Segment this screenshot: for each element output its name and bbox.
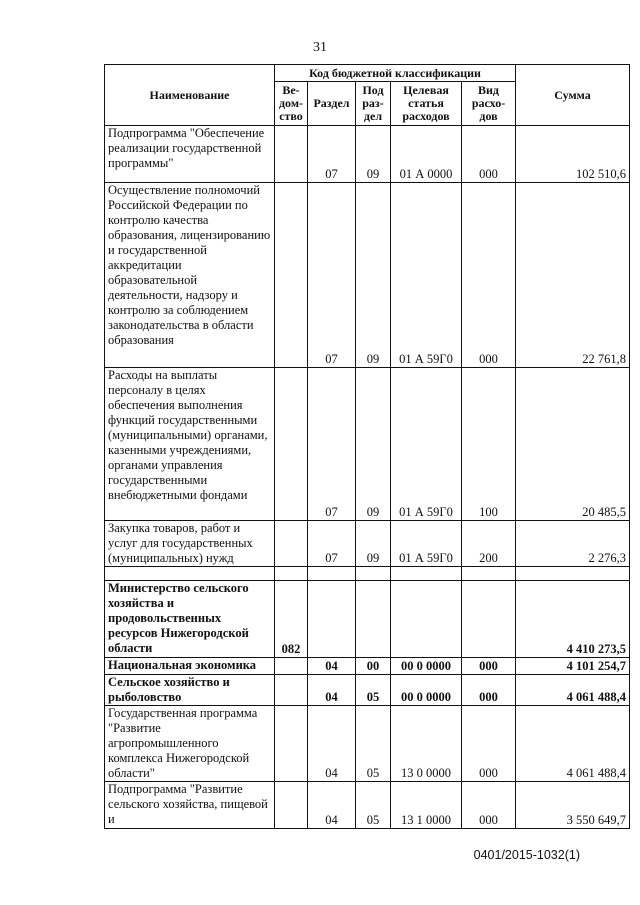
row-vedomstvo-cell xyxy=(275,658,308,675)
table-row xyxy=(105,782,630,829)
row-razdel-cell: 07 xyxy=(308,521,356,567)
row-razdel-cell: 07 xyxy=(308,368,356,521)
table-row xyxy=(105,126,630,183)
header-sum: Сумма xyxy=(516,65,630,126)
table-row xyxy=(105,521,630,567)
table-row xyxy=(105,581,630,658)
empty-cell xyxy=(356,567,391,581)
row-target-article-cell: 00 0 0000 xyxy=(391,675,462,706)
empty-cell xyxy=(391,567,462,581)
row-target-article-cell xyxy=(391,581,462,658)
row-podrazdel-cell: 05 xyxy=(356,782,391,829)
row-podrazdel-cell: 09 xyxy=(356,521,391,567)
row-sum-cell: 3 550 649,7 xyxy=(516,782,630,829)
row-sum-cell: 4 061 488,4 xyxy=(516,675,630,706)
row-name-cell: Сельское хозяйство и рыболовство xyxy=(105,675,275,706)
row-podrazdel-cell: 05 xyxy=(356,706,391,782)
row-razdel-cell xyxy=(308,581,356,658)
empty-cell xyxy=(105,567,275,581)
table-row xyxy=(105,368,630,521)
row-razdel-cell: 04 xyxy=(308,675,356,706)
page-number: 31 xyxy=(313,40,327,55)
header-razdel: Раздел xyxy=(308,82,356,126)
row-name-cell: Министерство сельского хозяйства и продовольственных ресурсов Нижегородской области xyxy=(105,581,275,658)
row-vedomstvo-cell xyxy=(275,368,308,521)
row-sum-cell: 2 276,3 xyxy=(516,521,630,567)
row-target-article-cell: 01 А 0000 xyxy=(391,126,462,183)
row-name-cell: Закупка товаров, работ и услуг для государственных (муниципальных) нужд xyxy=(105,521,275,567)
table-row xyxy=(105,658,630,675)
row-expense-type-cell: 000 xyxy=(462,782,516,829)
table-row xyxy=(105,183,630,368)
row-expense-type-cell: 100 xyxy=(462,368,516,521)
row-podrazdel-cell: 09 xyxy=(356,183,391,368)
header-vedomstvo: Ве- дом- ство xyxy=(275,82,308,126)
row-podrazdel-cell: 09 xyxy=(356,126,391,183)
table-row xyxy=(105,706,630,782)
document-code: 0401/2015-1032(1) xyxy=(473,848,580,862)
row-podrazdel-cell: 09 xyxy=(356,368,391,521)
row-podrazdel-cell xyxy=(356,581,391,658)
row-target-article-cell: 01 А 59Г0 xyxy=(391,368,462,521)
row-sum-cell: 102 510,6 xyxy=(516,126,630,183)
row-target-article-cell: 01 А 59Г0 xyxy=(391,521,462,567)
header-budget-code-group: Код бюджетной классификации xyxy=(275,65,516,82)
empty-cell xyxy=(275,567,308,581)
row-target-article-cell: 13 1 0000 xyxy=(391,782,462,829)
row-razdel-cell: 07 xyxy=(308,183,356,368)
row-name-cell: Подпрограмма "Обеспечение реализации государственной программы" xyxy=(105,126,275,183)
row-expense-type-cell: 000 xyxy=(462,126,516,183)
row-podrazdel-cell: 00 xyxy=(356,658,391,675)
row-name-cell: Осуществление полномочий Российской Федерации по контролю качества образования, лицензированию и государственной аккредитации образовательной деятельности, надзору и контролю за соблюдением законодательства в области образования xyxy=(105,183,275,368)
row-name-cell: Подпрограмма "Развитие сельского хозяйства, пищевой и xyxy=(105,782,275,829)
row-vedomstvo-cell: 082 xyxy=(275,581,308,658)
row-vedomstvo-cell xyxy=(275,675,308,706)
row-vedomstvo-cell xyxy=(275,183,308,368)
empty-cell xyxy=(516,567,630,581)
row-podrazdel-cell: 05 xyxy=(356,675,391,706)
row-vedomstvo-cell xyxy=(275,782,308,829)
row-expense-type-cell: 200 xyxy=(462,521,516,567)
budget-table xyxy=(104,64,630,829)
row-sum-cell: 4 410 273,5 xyxy=(516,581,630,658)
row-target-article-cell: 00 0 0000 xyxy=(391,658,462,675)
table-body xyxy=(105,126,630,829)
row-target-article-cell: 01 А 59Г0 xyxy=(391,183,462,368)
row-name-cell: Государственная программа "Развитие агропромышленного комплекса Нижегородской области" xyxy=(105,706,275,782)
header-podrazdel: Под раз- дел xyxy=(356,82,391,126)
row-vedomstvo-cell xyxy=(275,706,308,782)
row-razdel-cell: 04 xyxy=(308,706,356,782)
header-name: Наименование xyxy=(105,65,275,126)
row-expense-type-cell xyxy=(462,581,516,658)
row-razdel-cell: 04 xyxy=(308,658,356,675)
row-name-cell: Расходы на выплаты персоналу в целях обеспечения выполнения функций государственными (муниципальными) органами, казенными учреждениями, органами управления государственными внебюджетными фондами xyxy=(105,368,275,521)
row-razdel-cell: 07 xyxy=(308,126,356,183)
row-expense-type-cell: 000 xyxy=(462,675,516,706)
row-expense-type-cell: 000 xyxy=(462,183,516,368)
header-expense-type: Вид расхо- дов xyxy=(462,82,516,126)
header-target-article: Целевая статья расходов xyxy=(391,82,462,126)
row-sum-cell: 20 485,5 xyxy=(516,368,630,521)
empty-cell xyxy=(308,567,356,581)
row-name-cell: Национальная экономика xyxy=(105,658,275,675)
row-expense-type-cell: 000 xyxy=(462,658,516,675)
row-sum-cell: 4 061 488,4 xyxy=(516,706,630,782)
table-row xyxy=(105,675,630,706)
row-target-article-cell: 13 0 0000 xyxy=(391,706,462,782)
row-expense-type-cell: 000 xyxy=(462,706,516,782)
spacer-row xyxy=(105,567,630,581)
row-sum-cell: 22 761,8 xyxy=(516,183,630,368)
row-sum-cell: 4 101 254,7 xyxy=(516,658,630,675)
row-vedomstvo-cell xyxy=(275,521,308,567)
row-razdel-cell: 04 xyxy=(308,782,356,829)
empty-cell xyxy=(462,567,516,581)
row-vedomstvo-cell xyxy=(275,126,308,183)
